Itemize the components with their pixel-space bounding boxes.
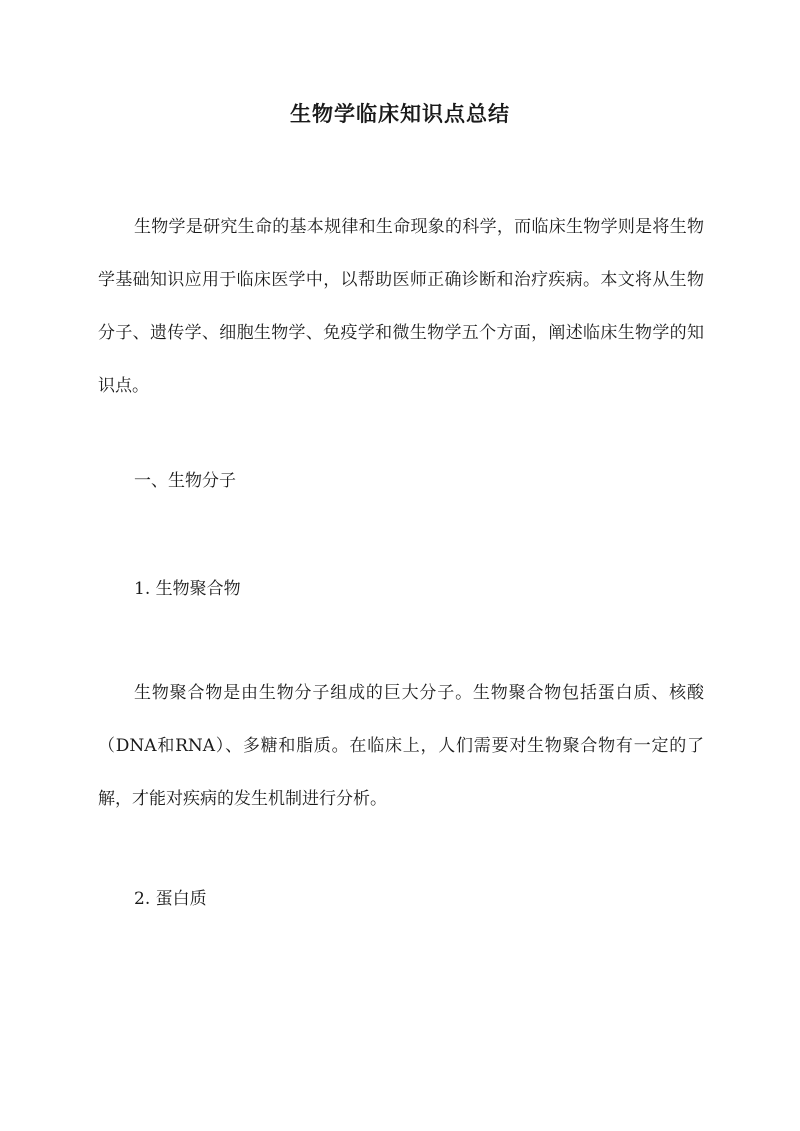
- biopolymers-paragraph: 生物聚合物是由生物分子组成的巨大分子。生物聚合物包括蛋白质、核酸（DNA和RNA）、多糖和脂质。在临床上，人们需要对生物聚合物有一定的了解，才能对疾病的发生机制进行分析。: [98, 683, 704, 809]
- document-title: 生物学临床知识点总结: [290, 101, 510, 126]
- section-heading-biomolecules: 一、生物分子: [134, 471, 236, 491]
- subsection-heading-biopolymers: 1. 生物聚合物: [134, 579, 241, 599]
- subsection-heading-proteins: 2. 蛋白质: [134, 889, 207, 909]
- intro-paragraph: 生物学是研究生命的基本规律和生命现象的科学，而临床生物学则是将生物学基础知识应用于临床医学中，以帮助医师正确诊断和治疗疾病。本文将从生物分子、遗传学、细胞生物学、免疫学和微生物学五个方面，阐述临床生物学的知识点。: [98, 217, 704, 396]
